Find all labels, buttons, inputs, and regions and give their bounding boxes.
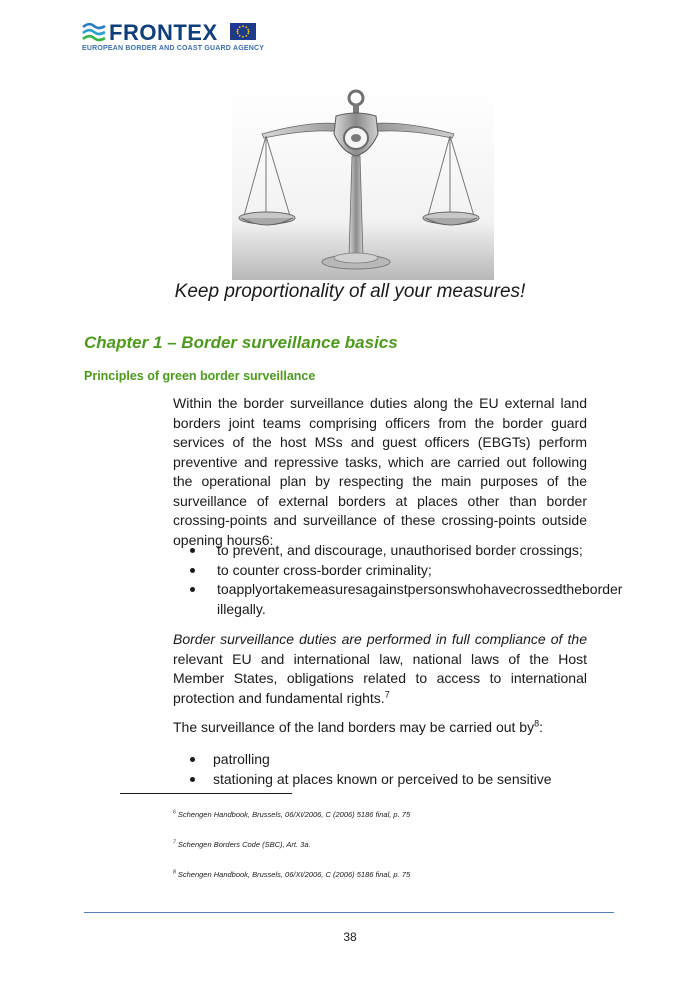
footnote-ref-8[interactable]: 8 bbox=[534, 718, 540, 729]
footnote-8 bbox=[173, 870, 410, 879]
compliance-italic-text: Border surveillance duties are performed in full compliance of the bbox=[173, 631, 587, 647]
section-heading: Principles of green border surveillance bbox=[84, 369, 316, 383]
list-item-text: patrolling bbox=[213, 751, 270, 767]
list-item bbox=[190, 561, 600, 581]
bullet-icon bbox=[190, 777, 195, 782]
purposes-list bbox=[190, 541, 623, 619]
footnote-7 bbox=[173, 840, 311, 849]
methods-list bbox=[190, 750, 600, 789]
logo-name: FRONTEX bbox=[109, 20, 218, 45]
compliance-text: relevant EU and international law, national laws of the Host Member States, obligations related to access to international protection and fundamental rights. bbox=[173, 650, 587, 706]
eu-flag-icon bbox=[230, 23, 256, 40]
list-item bbox=[190, 750, 600, 770]
footnote-divider bbox=[120, 793, 292, 794]
frontex-logo bbox=[82, 20, 265, 56]
bullet-icon bbox=[190, 568, 195, 573]
methods-intro-text: The surveillance of the land borders may be carried out by bbox=[173, 719, 535, 735]
bullet-icon bbox=[190, 548, 195, 553]
footer-divider bbox=[84, 912, 614, 913]
bullet-icon bbox=[190, 587, 195, 592]
list-item bbox=[190, 580, 623, 619]
figure-caption: Keep proportionality of all your measures! bbox=[174, 281, 526, 302]
list-item-text: to counter cross-border criminality; bbox=[217, 561, 432, 578]
footnote-ref-7[interactable]: 7 bbox=[384, 688, 390, 699]
list-item-text: to prevent, and discourage, unauthorised border crossings; bbox=[217, 542, 583, 558]
footnote-text: Schengen Handbook, Brussels, 06/XI/2006, C (2006) 5186 final, p. 75 bbox=[177, 810, 411, 819]
list-item bbox=[190, 541, 600, 561]
frontex-waves-icon bbox=[82, 22, 106, 42]
footnote-number: 7 bbox=[173, 839, 176, 846]
footnote-text: Schengen Borders Code (SBC), Art. 3a. bbox=[177, 840, 311, 849]
list-item bbox=[190, 770, 600, 790]
methods-intro bbox=[173, 718, 587, 738]
footnote-6 bbox=[173, 810, 410, 819]
footnote-number: 8 bbox=[173, 869, 176, 876]
page-number: 38 bbox=[343, 930, 357, 944]
bullet-icon bbox=[190, 757, 195, 762]
list-item-text: toapplyortakemeasuresagainstpersonswhohavecrossedtheborder illegally. bbox=[217, 581, 623, 617]
scales-of-justice-image bbox=[232, 86, 494, 280]
logo-subtitle: EUROPEAN BORDER AND COAST GUARD AGENCY bbox=[82, 45, 265, 52]
list-item-text: stationing at places known or perceived to be sensitive bbox=[213, 770, 552, 787]
chapter-title: Chapter 1 – Border surveillance basics bbox=[84, 333, 398, 352]
footnote-text: Schengen Handbook, Brussels, 06/XI/2006, C (2006) 5186 final, p. 75 bbox=[177, 870, 411, 879]
methods-intro-suffix: : bbox=[539, 719, 543, 735]
intro-paragraph: Within the border surveillance duties along the EU external land borders joint teams comprising officers from the border guard services of the host MSs and guest officers (EBGTs) perform preventive and repressive tasks, which are carried out following the operational plan by respecting the main purposes of the surveillance of external borders at places other than border crossing-points and surveillance of these crossing-points outside opening hours6: bbox=[173, 395, 587, 548]
compliance-paragraph bbox=[173, 630, 587, 708]
footnote-number: 6 bbox=[173, 809, 176, 816]
